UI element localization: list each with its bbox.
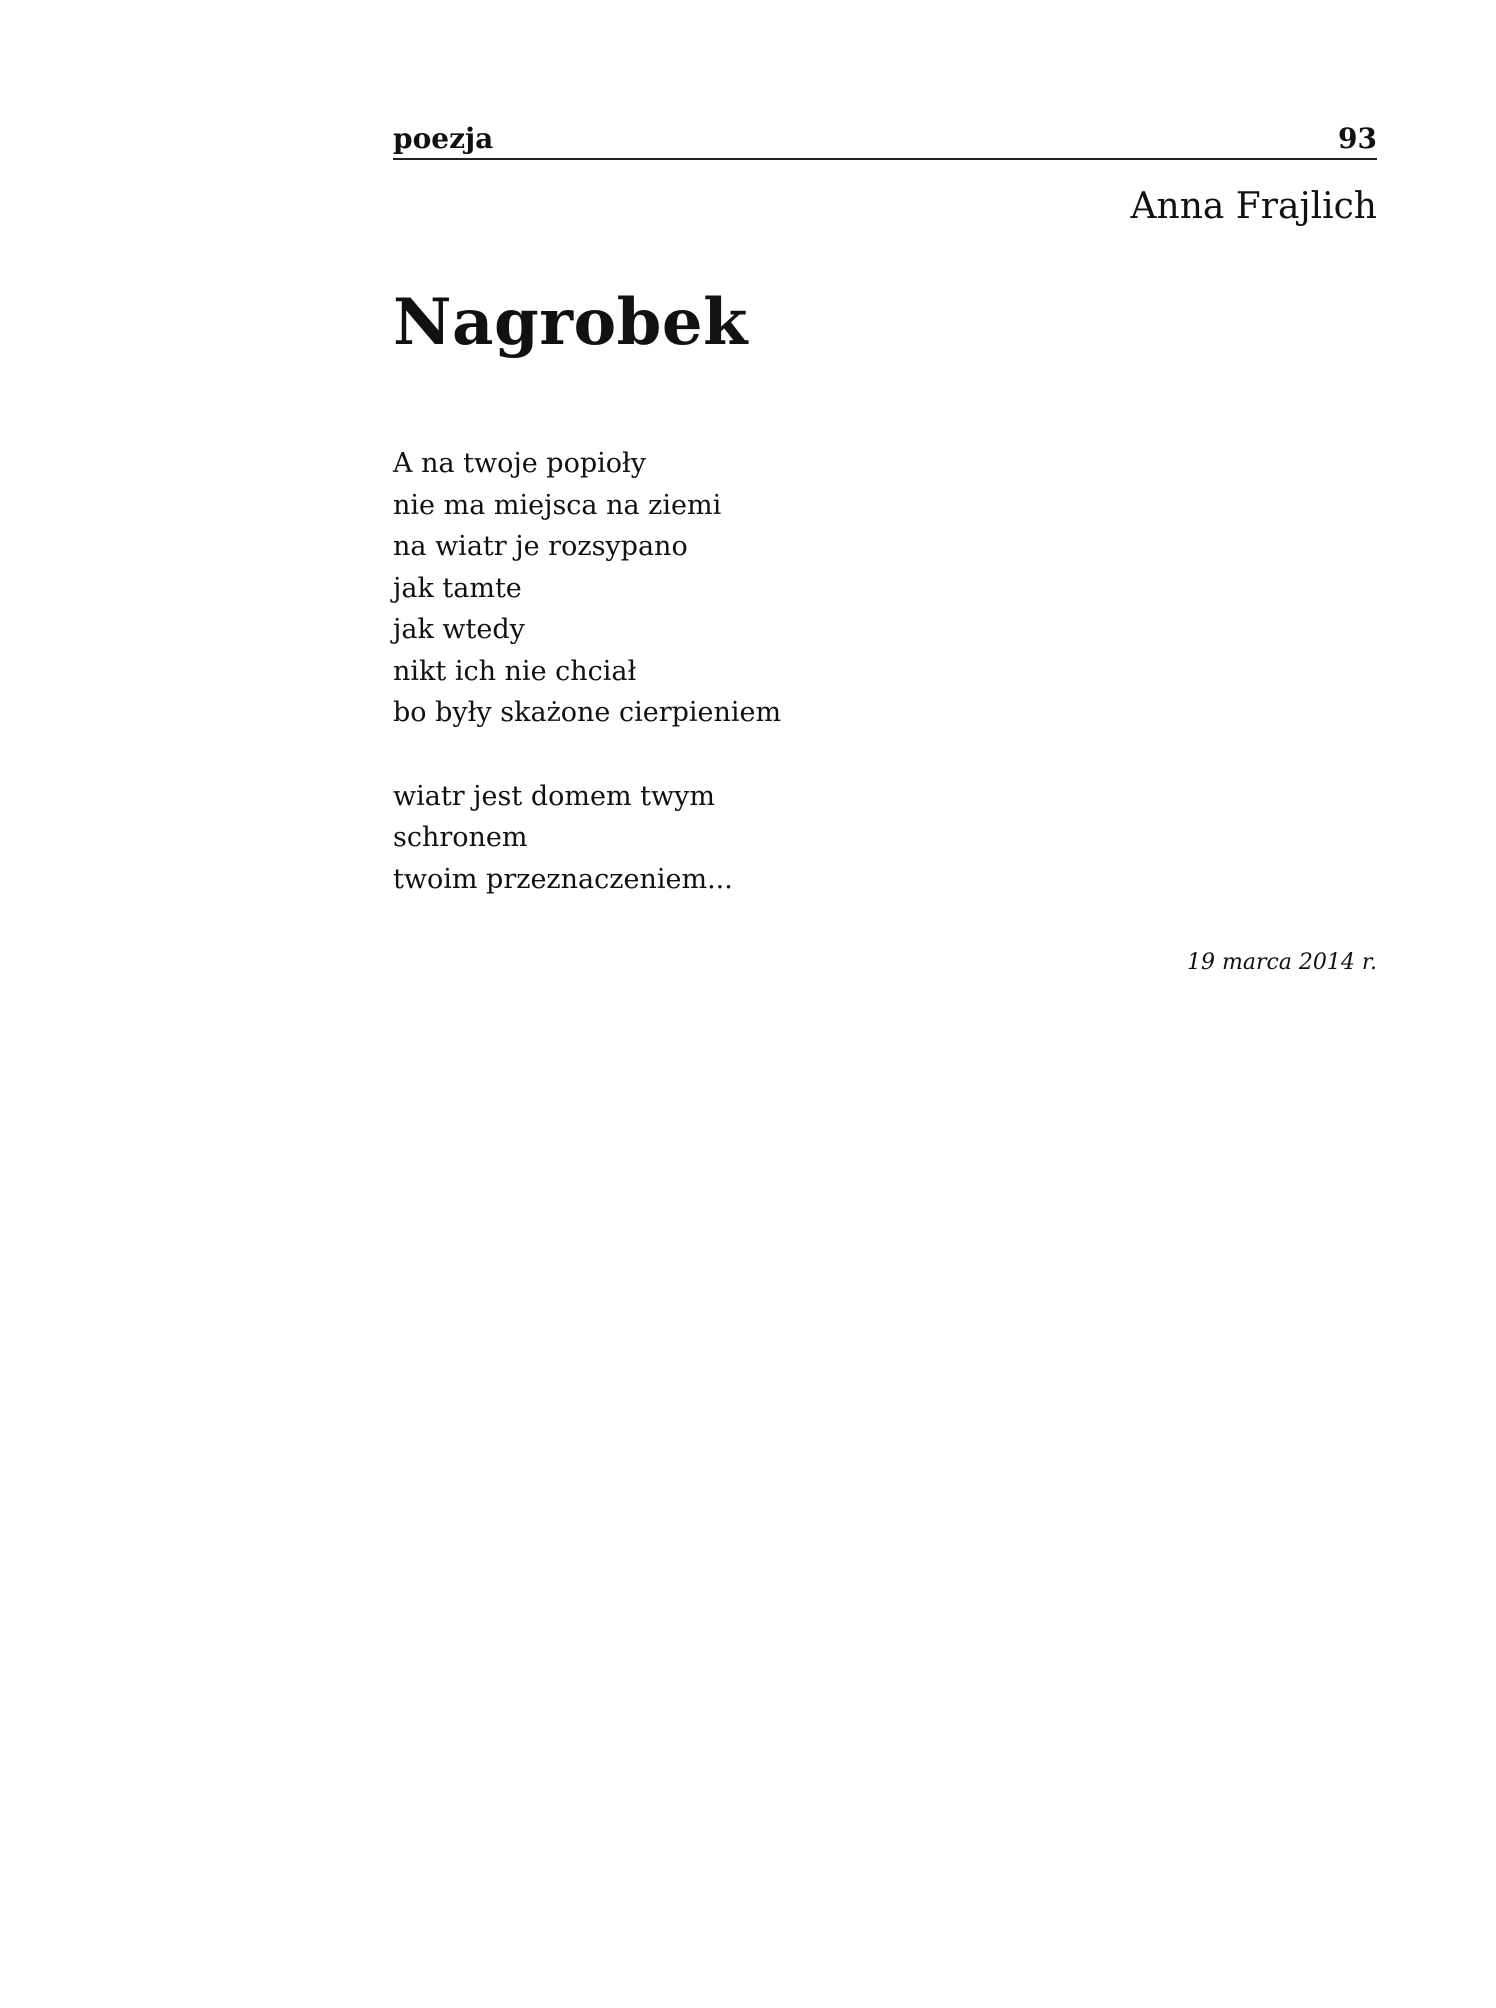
verse-line: schronem: [393, 822, 528, 853]
section-name: poezja: [393, 122, 494, 155]
poem-date: 19 marca 2014 r.: [1187, 950, 1377, 975]
document-page: [393, 118, 1377, 978]
verse-line: wiatr jest domem twym: [393, 780, 715, 812]
page-number: 93: [1338, 122, 1377, 155]
stanza-2: [393, 776, 1377, 901]
verse-line: bo były skażone cierpieniem: [393, 697, 782, 728]
running-header: [393, 118, 1377, 160]
verse-line: nikt ich nie chciał: [393, 655, 637, 687]
verse-line: nie ma miejsca na ziemi: [393, 489, 722, 521]
poem-title: Nagrobek: [393, 285, 748, 360]
verse-line: na wiatr je rozsypano: [393, 531, 688, 562]
stanza-1: [393, 443, 1377, 734]
verse-line: twoim przeznaczeniem...: [393, 863, 733, 895]
author-name: Anna Frajlich: [1130, 186, 1377, 227]
verse-line: jak tamte: [393, 572, 522, 604]
verse-line: A na twoje popioły: [393, 448, 647, 479]
verse-line: jak wtedy: [393, 614, 525, 645]
